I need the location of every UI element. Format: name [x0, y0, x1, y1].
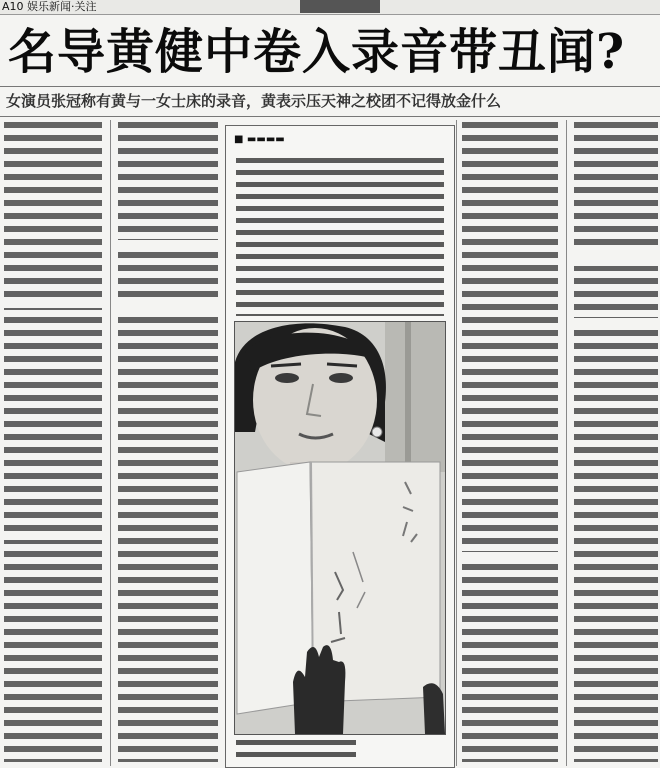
column-rule-3: [566, 120, 567, 766]
article-column-2: [118, 122, 218, 762]
subheadline: 女演员张冠称有黄与一女士床的录音，黄表示压天神之校团不记得放金什么: [6, 92, 502, 110]
article-column-4: [462, 122, 558, 762]
masthead-dark-block: [300, 0, 380, 13]
article-column-5: [574, 122, 658, 762]
photo-caption: [236, 740, 356, 758]
column-rule-2: [456, 120, 457, 766]
sidebar-box: [225, 125, 455, 768]
article-column-1: [4, 122, 102, 762]
subhead-divider: [0, 116, 660, 117]
masthead-section-label: A10 娱乐新闻·关注: [2, 0, 97, 13]
woman-holding-open-book-photo: [234, 321, 446, 735]
headline: 名导黄健中卷入录音带丑闻?: [8, 24, 626, 80]
page-masthead-strip: [0, 0, 660, 15]
sidebar-box-marker-icon: ■ ▬▬▬▬: [234, 134, 285, 145]
photo-illustration: [235, 322, 445, 734]
column-rule-1: [110, 120, 111, 766]
headline-divider: [0, 86, 660, 87]
sidebar-box-text: [236, 158, 444, 316]
